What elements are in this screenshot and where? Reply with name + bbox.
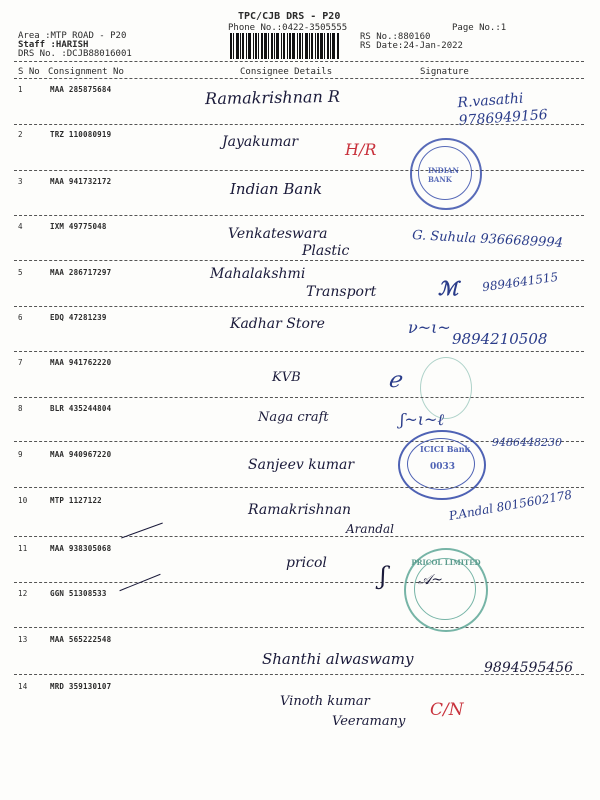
row-sno: 13 bbox=[18, 635, 28, 644]
row-consignment: MTP 1127122 bbox=[50, 496, 102, 505]
row-signature: G. Suhula 9366689994 bbox=[411, 228, 564, 251]
row-sno: 5 bbox=[18, 268, 23, 277]
rs-number: RS No.:880160 bbox=[360, 32, 431, 42]
col-sno: S No bbox=[18, 67, 40, 77]
row-consignment: MAA 565222548 bbox=[50, 635, 112, 644]
row-consignee: Kadhar Store bbox=[230, 316, 325, 332]
row-consignee-line2: Veeramany bbox=[332, 714, 406, 729]
row-sno: 2 bbox=[18, 130, 23, 139]
row-signature: 9486448230 bbox=[492, 436, 562, 449]
col-consignee: Consignee Details bbox=[240, 67, 333, 77]
row-consignment: IXM 49775048 bbox=[50, 222, 107, 231]
row-signature: 9894595456 bbox=[484, 660, 574, 676]
row-divider bbox=[14, 124, 584, 125]
row-sno: 3 bbox=[18, 177, 23, 186]
row-consignment: MAA 941762220 bbox=[50, 358, 112, 367]
stamp-text: INDIAN BANK bbox=[428, 166, 459, 184]
col-signature: Signature bbox=[420, 67, 469, 77]
row-divider bbox=[14, 260, 584, 261]
row-divider bbox=[14, 674, 584, 675]
row-sno: 12 bbox=[18, 589, 28, 598]
header-divider-top bbox=[14, 61, 584, 62]
row-sno: 14 bbox=[18, 682, 28, 691]
row-consignment: MAA 938305068 bbox=[50, 544, 112, 553]
row-remark: C/N bbox=[430, 700, 464, 720]
rs-date: RS Date:24-Jan-2022 bbox=[360, 41, 463, 51]
row-consignment: MAA 940967220 bbox=[50, 450, 112, 459]
row-consignee: Sanjeev kumar bbox=[248, 457, 355, 473]
row-consignee: Mahalakshmi bbox=[210, 266, 306, 282]
row-divider bbox=[14, 306, 584, 307]
indian-bank-stamp bbox=[410, 138, 482, 210]
icici-bank-stamp bbox=[398, 430, 486, 500]
row-divider bbox=[14, 351, 584, 352]
drs-title: TPC/CJB DRS - P20 bbox=[238, 11, 341, 22]
row-signature: 9894210508 bbox=[452, 330, 548, 348]
row-consignment: MAA 285875684 bbox=[50, 85, 112, 94]
row-consignee-line2: Arandal bbox=[346, 522, 394, 536]
row-consignment: MRD 359130107 bbox=[50, 682, 112, 691]
row-divider bbox=[14, 215, 584, 216]
header-divider-bottom bbox=[14, 78, 584, 79]
signature-scribble: ʃ bbox=[380, 562, 387, 590]
stamp-text: ICICI Bank bbox=[420, 444, 471, 454]
stamp-code: 0033 bbox=[430, 462, 456, 472]
row-divider bbox=[14, 582, 584, 583]
row-sno: 6 bbox=[18, 313, 23, 322]
row-signature: 9894641515 bbox=[481, 269, 559, 295]
stamp-text: PRICOL LIMITED bbox=[411, 558, 481, 567]
row-sno: 8 bbox=[18, 404, 23, 413]
row-sno: 10 bbox=[18, 496, 28, 505]
row-consignee: Ramakrishnan R bbox=[204, 86, 341, 109]
row-divider bbox=[14, 536, 584, 537]
row-signature: R.vasathi 9786949156 bbox=[456, 90, 549, 130]
row-consignee: Ramakrishnan bbox=[248, 502, 352, 518]
row-consignment: MAA 941732172 bbox=[50, 177, 112, 186]
row-consignee: Shanthi alwaswamy bbox=[262, 650, 414, 668]
area-label: Area :MTP ROAD - P20 bbox=[18, 31, 127, 41]
row-consignee-line2: Plastic bbox=[302, 243, 350, 259]
signature-scribble: ℯ bbox=[388, 368, 402, 393]
phone-number: Phone No.:0422-3505555 bbox=[228, 23, 348, 33]
row-consignee: Jayakumar bbox=[222, 134, 299, 150]
barcode bbox=[230, 33, 340, 59]
signature-scribble: 𝒜~ bbox=[418, 572, 443, 588]
col-consignment: Consignment No bbox=[48, 67, 124, 77]
row-consignee: KVB bbox=[272, 370, 301, 385]
row-consignee: Vinoth kumar bbox=[280, 694, 370, 709]
row-consignment: MAA 286717297 bbox=[50, 268, 112, 277]
row-divider bbox=[14, 170, 584, 171]
signature-scribble: ν~ι~ bbox=[408, 318, 451, 337]
row-sno: 11 bbox=[18, 544, 28, 553]
page-number: Page No.:1 bbox=[452, 23, 507, 33]
drs-number: DRS No. :DCJB88016001 bbox=[18, 49, 132, 59]
staff-label: Staff :HARISH bbox=[18, 40, 89, 50]
row-remark: H/R bbox=[345, 140, 377, 159]
row-consignment: GGN 51308533 bbox=[50, 589, 107, 598]
row-consignee: pricol bbox=[286, 555, 327, 571]
row-sno: 4 bbox=[18, 222, 23, 231]
row-consignment: TRZ 110080919 bbox=[50, 130, 112, 139]
row-consignee-line2: Transport bbox=[306, 284, 377, 300]
row-divider bbox=[14, 627, 584, 628]
row-divider bbox=[14, 397, 584, 398]
pricol-stamp bbox=[404, 548, 488, 632]
row-divider bbox=[14, 487, 584, 488]
row-sno: 9 bbox=[18, 450, 23, 459]
row-consignee: Naga craft bbox=[258, 410, 329, 425]
row-consignment: BLR 435244804 bbox=[50, 404, 112, 413]
row-signature: P.Andal 8015602178 bbox=[447, 487, 574, 524]
signature-scribble: ʃ~ι~ℓ bbox=[400, 410, 445, 429]
row-sno: 7 bbox=[18, 358, 23, 367]
row-sno: 1 bbox=[18, 85, 23, 94]
row-consignee: Venkateswara bbox=[228, 226, 328, 242]
signature-scribble: ℳ bbox=[438, 278, 459, 300]
row-consignee: Indian Bank bbox=[230, 180, 323, 198]
row-consignment: EDQ 47281239 bbox=[50, 313, 107, 322]
